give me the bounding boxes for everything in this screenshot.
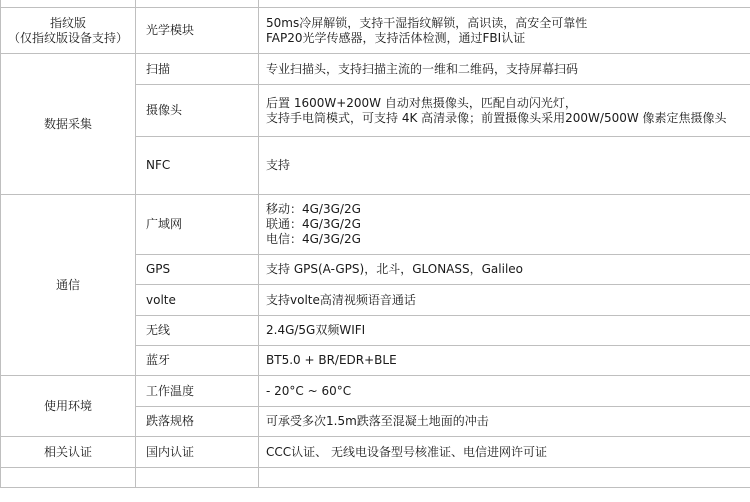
item-label: GPS xyxy=(136,255,259,285)
item-description: 2.4G/5G双频WIFI xyxy=(259,316,750,346)
item-label: NFC xyxy=(136,137,259,195)
item-label: 光学模块 xyxy=(136,8,259,54)
table-row xyxy=(1,437,750,468)
cut-cell xyxy=(259,0,750,8)
item-label: 蓝牙 xyxy=(136,346,259,376)
table-row xyxy=(1,376,750,407)
item-description: 50ms冷屏解锁，支持干湿指纹解锁，高识读，高安全可靠性 FAP20光学传感器，支持活体检测，通过FBI认证 xyxy=(259,8,750,54)
table-row xyxy=(1,8,750,54)
item-description: 专业扫描头，支持扫描主流的一维和二维码，支持屏幕扫码 xyxy=(259,54,750,85)
cut-cell xyxy=(1,468,136,488)
item-label: volte xyxy=(136,285,259,316)
item-label: 扫描 xyxy=(136,54,259,85)
cut-cell xyxy=(136,0,259,8)
table-row xyxy=(1,54,750,85)
cut-cell xyxy=(136,468,259,488)
table-row xyxy=(1,0,750,8)
item-description: - 20°C ~ 60°C xyxy=(259,376,750,407)
category-fingerprint: 指纹版 （仅指纹版设备支持） xyxy=(1,8,136,54)
category-data-capture: 数据采集 xyxy=(1,54,136,195)
item-description: CCC认证、 无线电设备型号核准证、电信进网许可证 xyxy=(259,437,750,468)
category-communication: 通信 xyxy=(1,195,136,376)
category-certification: 相关认证 xyxy=(1,437,136,468)
item-label: 摄像头 xyxy=(136,85,259,137)
item-description: 可承受多次1.5m跌落至混凝土地面的冲击 xyxy=(259,407,750,437)
table-row xyxy=(1,195,750,255)
item-description: 支持 xyxy=(259,137,750,195)
item-description: 移动：4G/3G/2G 联通：4G/3G/2G 电信：4G/3G/2G xyxy=(259,195,750,255)
item-description: 支持volte高清视频语音通话 xyxy=(259,285,750,316)
cut-cell xyxy=(259,468,750,488)
item-description: 支持 GPS(A-GPS)，北斗，GLONASS，Galileo xyxy=(259,255,750,285)
item-label: 国内认证 xyxy=(136,437,259,468)
item-label: 广域网 xyxy=(136,195,259,255)
table-row xyxy=(1,468,750,488)
item-label: 跌落规格 xyxy=(136,407,259,437)
item-description: 后置 1600W+200W 自动对焦摄像头，匹配自动闪光灯， 支持手电筒模式，可支持 4K 高清录像；前置摄像头采用200W/500W 像素定焦摄像头 xyxy=(259,85,750,137)
cut-cell xyxy=(1,0,136,8)
category-environment: 使用环境 xyxy=(1,376,136,437)
item-label: 工作温度 xyxy=(136,376,259,407)
item-label: 无线 xyxy=(136,316,259,346)
item-description: BT5.0 + BR/EDR+BLE xyxy=(259,346,750,376)
